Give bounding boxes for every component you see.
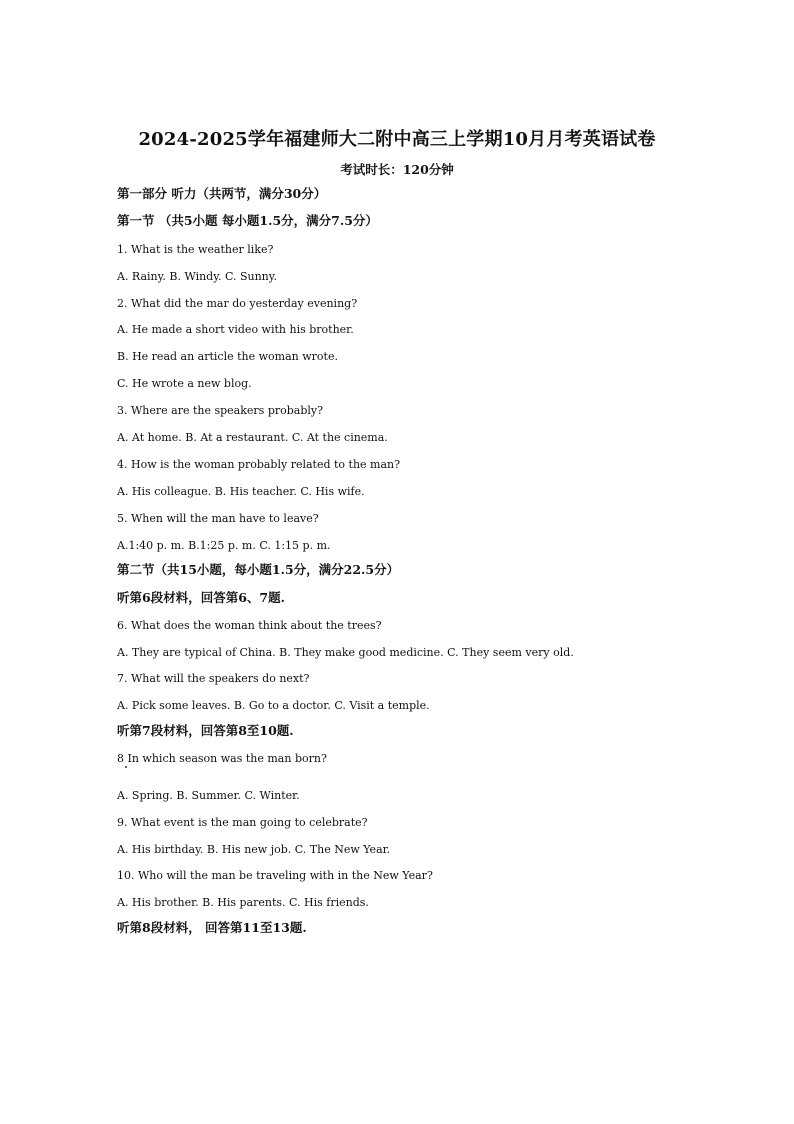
question-4: 4. How is the woman probably related to the man?: [117, 458, 401, 471]
question-1: 1. What is the weather like?: [117, 243, 274, 256]
question-5: 5. When will the man have to leave?: [117, 512, 319, 525]
question-7: 7. What will the speakers do next?: [117, 672, 310, 685]
question-3-options: A. At home. B. At a restaurant. C. At the cinema.: [117, 431, 388, 444]
question-6: 6. What does the woman think about the trees?: [117, 619, 382, 632]
question-9-options: A. His birthday. B. His new job. C. The New Year.: [117, 843, 391, 856]
material-7-heading: 听第7段材料，回答第8至10题.: [117, 723, 294, 738]
question-10-options: A. His brother. B. His parents. C. His friends.: [117, 896, 369, 909]
exam-title: 2024-2025学年福建师大二附中高三上学期10月月考英语试卷: [138, 129, 656, 150]
material-6-heading: 听第6段材料，回答第6、7题.: [117, 590, 285, 605]
section-one-heading: 第一节 （共5小题 每小题1.5分，满分7.5分）: [117, 213, 378, 228]
question-2-option-b: B. He read an article the woman wrote.: [117, 350, 338, 363]
question-10: 10. Who will the man be traveling with in the New Year?: [117, 869, 433, 882]
question-9: 9. What event is the man going to celebrate?: [117, 816, 368, 829]
part-one-heading: 第一部分 听力（共两节，满分30分）: [117, 186, 327, 201]
material-8-heading: 听第8段材料， 回答第11至13题.: [117, 920, 307, 935]
question-5-options: A.1:40 p. m. B.1:25 p. m. C. 1:15 p. m.: [117, 539, 331, 552]
exam-duration: 考试时长：120分钟: [340, 162, 454, 177]
question-3: 3. Where are the speakers probably?: [117, 404, 324, 417]
question-8-options: A. Spring. B. Summer. C. Winter.: [117, 789, 300, 802]
question-2-option-a: A. He made a short video with his brother.: [117, 323, 354, 336]
question-8: 8 In which season was the man born?: [117, 752, 327, 765]
question-1-options: A. Rainy. B. Windy. C. Sunny.: [117, 270, 278, 283]
question-6-options: A. They are typical of China. B. They make good medicine. C. They seem very old.: [117, 646, 574, 659]
section-two-heading: 第二节（共15小题，每小题1.5分，满分22.5分）: [117, 562, 400, 577]
stray-dot-mark: [125, 766, 127, 768]
question-2-option-c: C. He wrote a new blog.: [117, 377, 252, 390]
question-7-options: A. Pick some leaves. B. Go to a doctor. C. Visit a temple.: [117, 699, 430, 712]
question-2: 2. What did the mar do yesterday evening?: [117, 297, 358, 310]
question-4-options: A. His colleague. B. His teacher. C. His wife.: [117, 485, 365, 498]
